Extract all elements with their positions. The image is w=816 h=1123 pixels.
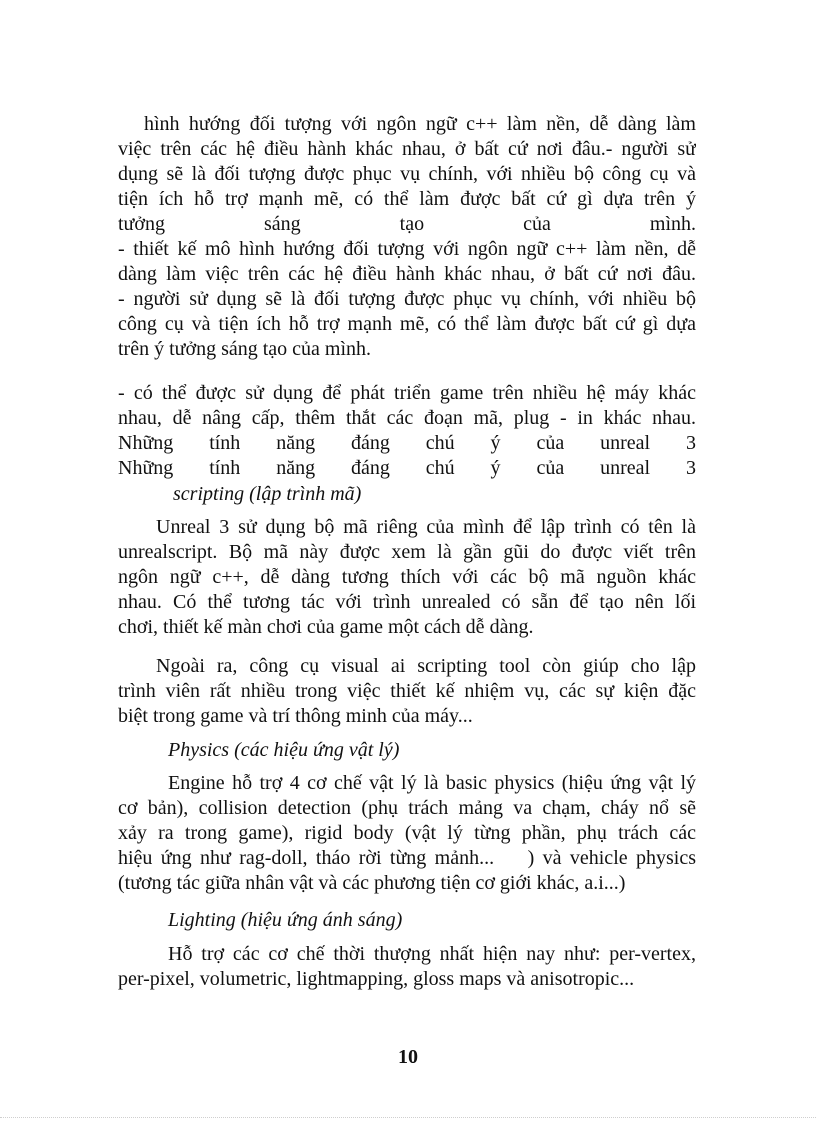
text-line: hình hướng đối tượng với ngôn ngữ c++ làm nền, dễ dàng làm xyxy=(144,113,696,135)
text-line: - thiết kế mô hình hướng đối tượng với ngôn ngữ c++ làm nền, dễ xyxy=(118,238,696,260)
text-line: cơ bản), collision detection (phụ trách mảng va chạm, cháy nổ sẽ xyxy=(118,797,696,819)
heading-text: Physics (các hiệu ứng vật lý) xyxy=(168,739,400,761)
paragraph-features xyxy=(118,381,696,481)
text-line: tưởng sáng tạo của mình. xyxy=(118,213,696,235)
text-line: - có thể được sử dụng để phát triển game trên nhiều hệ máy khác xyxy=(118,382,696,404)
text-line: nhau, dễ nâng cấp, thêm thắt các đoạn mã, plug - in khác nhau. xyxy=(118,407,696,429)
section-heading-scripting xyxy=(118,482,696,507)
text-line: nhau. Có thể tương tác với trình unrealed có sẵn để tạo nên lối xyxy=(118,591,696,613)
text-line: Unreal 3 sử dụng bộ mã riêng của mình để lập trình có tên là xyxy=(156,516,696,538)
section-heading-lighting xyxy=(118,908,696,933)
section-heading-physics xyxy=(118,738,696,763)
text-line: biệt trong game và trí thông minh của máy... xyxy=(118,705,473,727)
text-line: hiệu ứng như rag-doll, tháo rời từng mảnh... ) và vehicle physics xyxy=(118,847,696,869)
text-line: dàng làm việc trên các hệ điều hành khác nhau, ở bất cứ nơi đâu. xyxy=(118,263,696,285)
page-number: 10 xyxy=(398,1046,418,1068)
text-line: - người sử dụng sẽ là đối tượng được phục vụ chính, với nhiều bộ xyxy=(118,288,696,310)
paragraph-scripting xyxy=(118,515,696,640)
text-line: Hỗ trợ các cơ chế thời thượng nhất hiện nay như: per-vertex, xyxy=(168,943,696,965)
text-line: (tương tác giữa nhân vật và các phương tiện cơ giới khác, a.i...) xyxy=(118,872,626,894)
text-line: tiện ích hỗ trợ mạnh mẽ, có thể làm được bất cứ gì dựa trên ý xyxy=(118,188,696,210)
text-line: Ngoài ra, công cụ visual ai scripting tool còn giúp cho lập xyxy=(156,655,696,677)
text-line: trên ý tưởng sáng tạo của mình. xyxy=(118,338,372,360)
text-line: việc trên các hệ điều hành khác nhau, ở bất cứ nơi đâu.- người sử xyxy=(118,138,696,160)
text-line: Những tính năng đáng chú ý của unreal 3 xyxy=(118,457,696,479)
text-line: ngôn ngữ c++, dễ dàng tương thích với các bộ mã nguồn khác xyxy=(118,566,696,588)
heading-text: Lighting (hiệu ứng ánh sáng) xyxy=(168,909,403,931)
text-line: công cụ và tiện ích hỗ trợ mạnh mẽ, có thể làm được bất cứ gì dựa xyxy=(118,313,696,335)
heading-text: scripting (lập trình mã) xyxy=(173,483,362,505)
text-line: dụng sẽ là đối tượng được phục vụ chính, với nhiều bộ công cụ và xyxy=(118,163,696,185)
text-line: unrealscript. Bộ mã này được xem là gần gũi do được viết trên xyxy=(118,541,696,563)
paragraph-intro xyxy=(118,112,696,362)
paragraph-visual-ai xyxy=(118,654,696,729)
paragraph-physics xyxy=(118,771,696,896)
text-line: xảy ra trong game), rigid body (vật lý từng phần, phụ trách các xyxy=(118,822,696,844)
text-line: per-pixel, volumetric, lightmapping, gloss maps và anisotropic... xyxy=(118,968,635,990)
page-bottom-divider xyxy=(0,1117,816,1118)
text-line: chơi, thiết kế màn chơi của game một cách dễ dàng. xyxy=(118,616,534,638)
text-line: trình viên rất nhiều trong việc thiết kế nhiệm vụ, các sự kiện đặc xyxy=(118,680,696,702)
paragraph-lighting xyxy=(118,942,696,992)
text-line: Engine hỗ trợ 4 cơ chế vật lý là basic physics (hiệu ứng vật lý xyxy=(168,772,696,794)
text-line: Những tính năng đáng chú ý của unreal 3 xyxy=(118,432,696,454)
